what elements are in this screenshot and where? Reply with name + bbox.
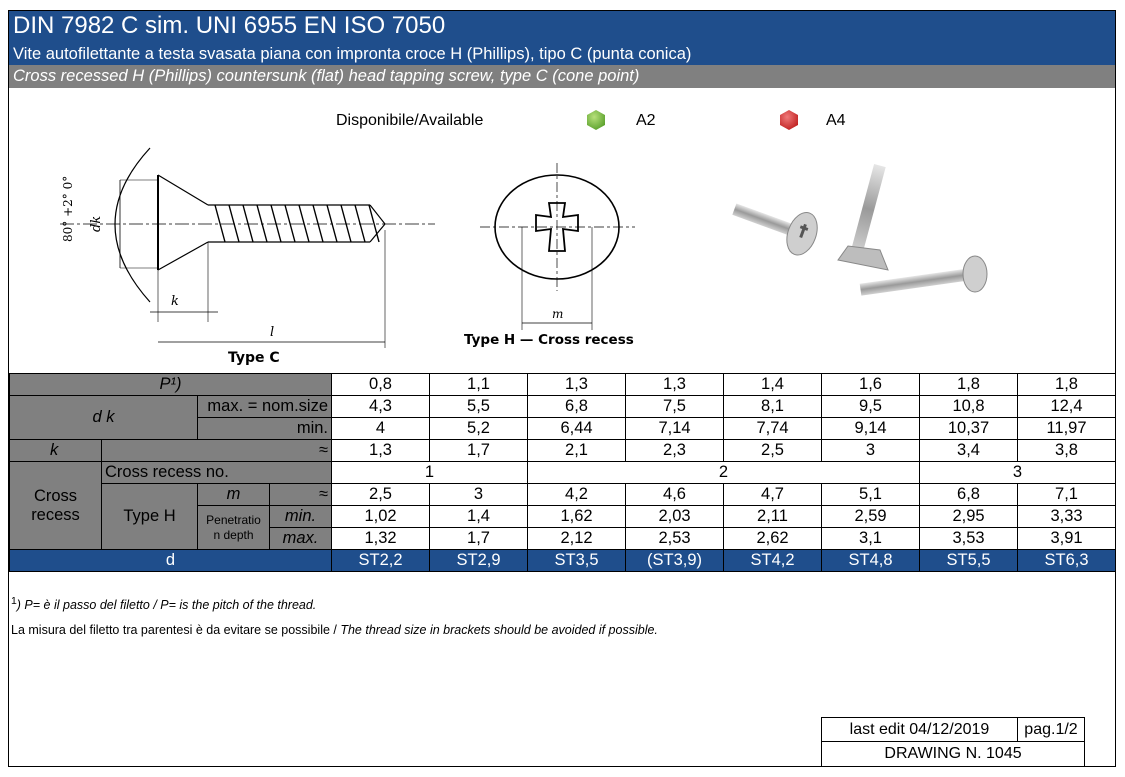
cell: 5,2	[430, 418, 528, 440]
cell: 3,1	[822, 528, 920, 550]
cell: 9,5	[822, 396, 920, 418]
cell: 1,62	[528, 506, 626, 528]
cell: 2,59	[822, 506, 920, 528]
a4-hex-icon	[778, 109, 800, 131]
cell: 3,4	[920, 440, 1018, 462]
row-recess-no	[10, 462, 1116, 484]
a2-label: A2	[636, 112, 656, 129]
p-label: P¹)	[10, 374, 332, 396]
row-d	[10, 550, 1116, 572]
cell: 1,8	[920, 374, 1018, 396]
type-c-caption: Type C	[228, 350, 280, 366]
dk-label: d k	[10, 396, 198, 440]
thread-line	[299, 205, 309, 242]
a2-hex-icon	[585, 109, 607, 131]
cell: 4,6	[626, 484, 724, 506]
document-title: DIN 7982 C sim. UNI 6955 EN ISO 7050	[9, 11, 1115, 43]
cell: 2,3	[626, 440, 724, 462]
k-label: k	[10, 440, 102, 462]
pen-max-label: max.	[270, 528, 332, 550]
cell: ST6,3	[1018, 550, 1116, 572]
cell: 2,03	[626, 506, 724, 528]
thread-line	[257, 205, 267, 242]
cell: ST4,8	[822, 550, 920, 572]
cell: ST4,2	[724, 550, 822, 572]
cross-recess-no-label: Cross recess no.	[102, 462, 332, 484]
type-h-label: Type H	[102, 484, 198, 550]
m-label: m	[198, 484, 270, 506]
cell: 5,5	[430, 396, 528, 418]
cell: 3,33	[1018, 506, 1116, 528]
dimensions-table	[9, 373, 1116, 572]
cell: 1,02	[332, 506, 430, 528]
cell: 1,4	[724, 374, 822, 396]
cell: 2,5	[332, 484, 430, 506]
cell: 10,8	[920, 396, 1018, 418]
cell: ST3,5	[528, 550, 626, 572]
footnote-brackets	[11, 623, 658, 637]
cell: 2,1	[528, 440, 626, 462]
pen-min-label: min.	[270, 506, 332, 528]
cell: 4	[332, 418, 430, 440]
cell: 7,5	[626, 396, 724, 418]
dk-dim-label: dk	[89, 215, 104, 232]
thread-line	[341, 205, 351, 242]
cell: 1,3	[626, 374, 724, 396]
cell: 11,97	[1018, 418, 1116, 440]
cell: 1	[332, 462, 528, 484]
m-approx: ≈	[270, 484, 332, 506]
cell: 9,14	[822, 418, 920, 440]
row-k	[10, 440, 1116, 462]
pen-label-2: n depth	[213, 527, 254, 542]
dk-min-label: min.	[198, 418, 332, 440]
cell: ST2,9	[430, 550, 528, 572]
cell: 2,5	[724, 440, 822, 462]
type-h-drawing	[460, 155, 660, 350]
thread-line	[285, 205, 295, 242]
dk-max-label: max. = nom.size	[198, 396, 332, 418]
cell: ST2,2	[332, 550, 430, 572]
cell: 2,62	[724, 528, 822, 550]
footnote-pitch	[11, 596, 316, 612]
note2-en: The thread size in brackets should be avoided if possible.	[340, 623, 658, 637]
k-dim-label: k	[171, 294, 179, 309]
type-c-drawing	[40, 130, 440, 375]
cell: 4,2	[528, 484, 626, 506]
cell: 12,4	[1018, 396, 1116, 418]
k-approx: ≈	[102, 440, 332, 462]
cell: 1,6	[822, 374, 920, 396]
cell: 6,8	[528, 396, 626, 418]
cell: 2,11	[724, 506, 822, 528]
cell: 1,8	[1018, 374, 1116, 396]
pen-label-1: Penetratio	[206, 512, 261, 527]
cell: 0,8	[332, 374, 430, 396]
cell: 3,53	[920, 528, 1018, 550]
cross-recess-label	[10, 462, 102, 550]
subtitle-english: Cross recessed H (Phillips) countersunk (flat) head tapping screw, type C (cone point)	[9, 65, 1115, 88]
cell: 7,74	[724, 418, 822, 440]
screws-photo	[720, 150, 1020, 310]
cell: 6,8	[920, 484, 1018, 506]
thread-line	[355, 205, 365, 242]
cell: 2	[528, 462, 920, 484]
cell: 3	[822, 440, 920, 462]
type-h-caption: Type H — Cross recess	[464, 332, 634, 348]
cell: 10,37	[920, 418, 1018, 440]
availability-label: Disponibile/Available	[336, 112, 484, 129]
cell: 6,44	[528, 418, 626, 440]
cross-label: Cross	[33, 486, 78, 505]
note1-it: ) P= è il passo del filetto /	[16, 598, 161, 613]
cell: 2,12	[528, 528, 626, 550]
drawing-number: DRAWING N. 1045	[821, 741, 1085, 767]
thread-line	[327, 205, 337, 242]
thread-line	[229, 205, 239, 242]
last-edit: last edit 04/12/2019	[821, 717, 1018, 742]
cell: 2,95	[920, 506, 1018, 528]
penetration-depth-label	[198, 506, 270, 550]
cell: 3	[430, 484, 528, 506]
row-m	[10, 484, 1116, 506]
cell: 1,7	[430, 440, 528, 462]
cell: 1,3	[528, 374, 626, 396]
row-dk-max	[10, 396, 1116, 418]
cell: (ST3,9)	[626, 550, 724, 572]
cell: 3,8	[1018, 440, 1116, 462]
recess-label: recess	[31, 505, 80, 524]
cell: 3	[920, 462, 1116, 484]
cell: 4,3	[332, 396, 430, 418]
angle-label: 80° +2° 0°	[61, 175, 75, 242]
cell: 3,91	[1018, 528, 1116, 550]
note2-it: La misura del filetto tra parentesi è da evitare se possibile /	[11, 623, 341, 637]
cell: 1,3	[332, 440, 430, 462]
subtitle-italian: Vite autofilettante a testa svasata piana con impronta croce H (Phillips), tipo C (punta conica)	[9, 43, 1115, 65]
d-label: d	[10, 550, 332, 572]
page-number: pag.1/2	[1017, 717, 1085, 742]
cell: 4,7	[724, 484, 822, 506]
row-pitch	[10, 374, 1116, 396]
m-dim-label: m	[552, 307, 564, 321]
cell: ST5,5	[920, 550, 1018, 572]
cell: 5,1	[822, 484, 920, 506]
thread-line	[313, 205, 323, 242]
a4-label: A4	[826, 112, 846, 129]
cell: 7,1	[1018, 484, 1116, 506]
cell: 7,14	[626, 418, 724, 440]
cell: 2,53	[626, 528, 724, 550]
thread-line	[243, 205, 253, 242]
note1-en: P= is the pitch of the thread.	[160, 598, 317, 613]
thread-line	[271, 205, 281, 242]
cell: 1,7	[430, 528, 528, 550]
thread-line	[215, 205, 225, 242]
l-dim-label: l	[270, 325, 275, 340]
cell: 1,1	[430, 374, 528, 396]
footnote-marker: 1	[11, 596, 17, 607]
cell: 1,32	[332, 528, 430, 550]
cell: 8,1	[724, 396, 822, 418]
cell: 1,4	[430, 506, 528, 528]
